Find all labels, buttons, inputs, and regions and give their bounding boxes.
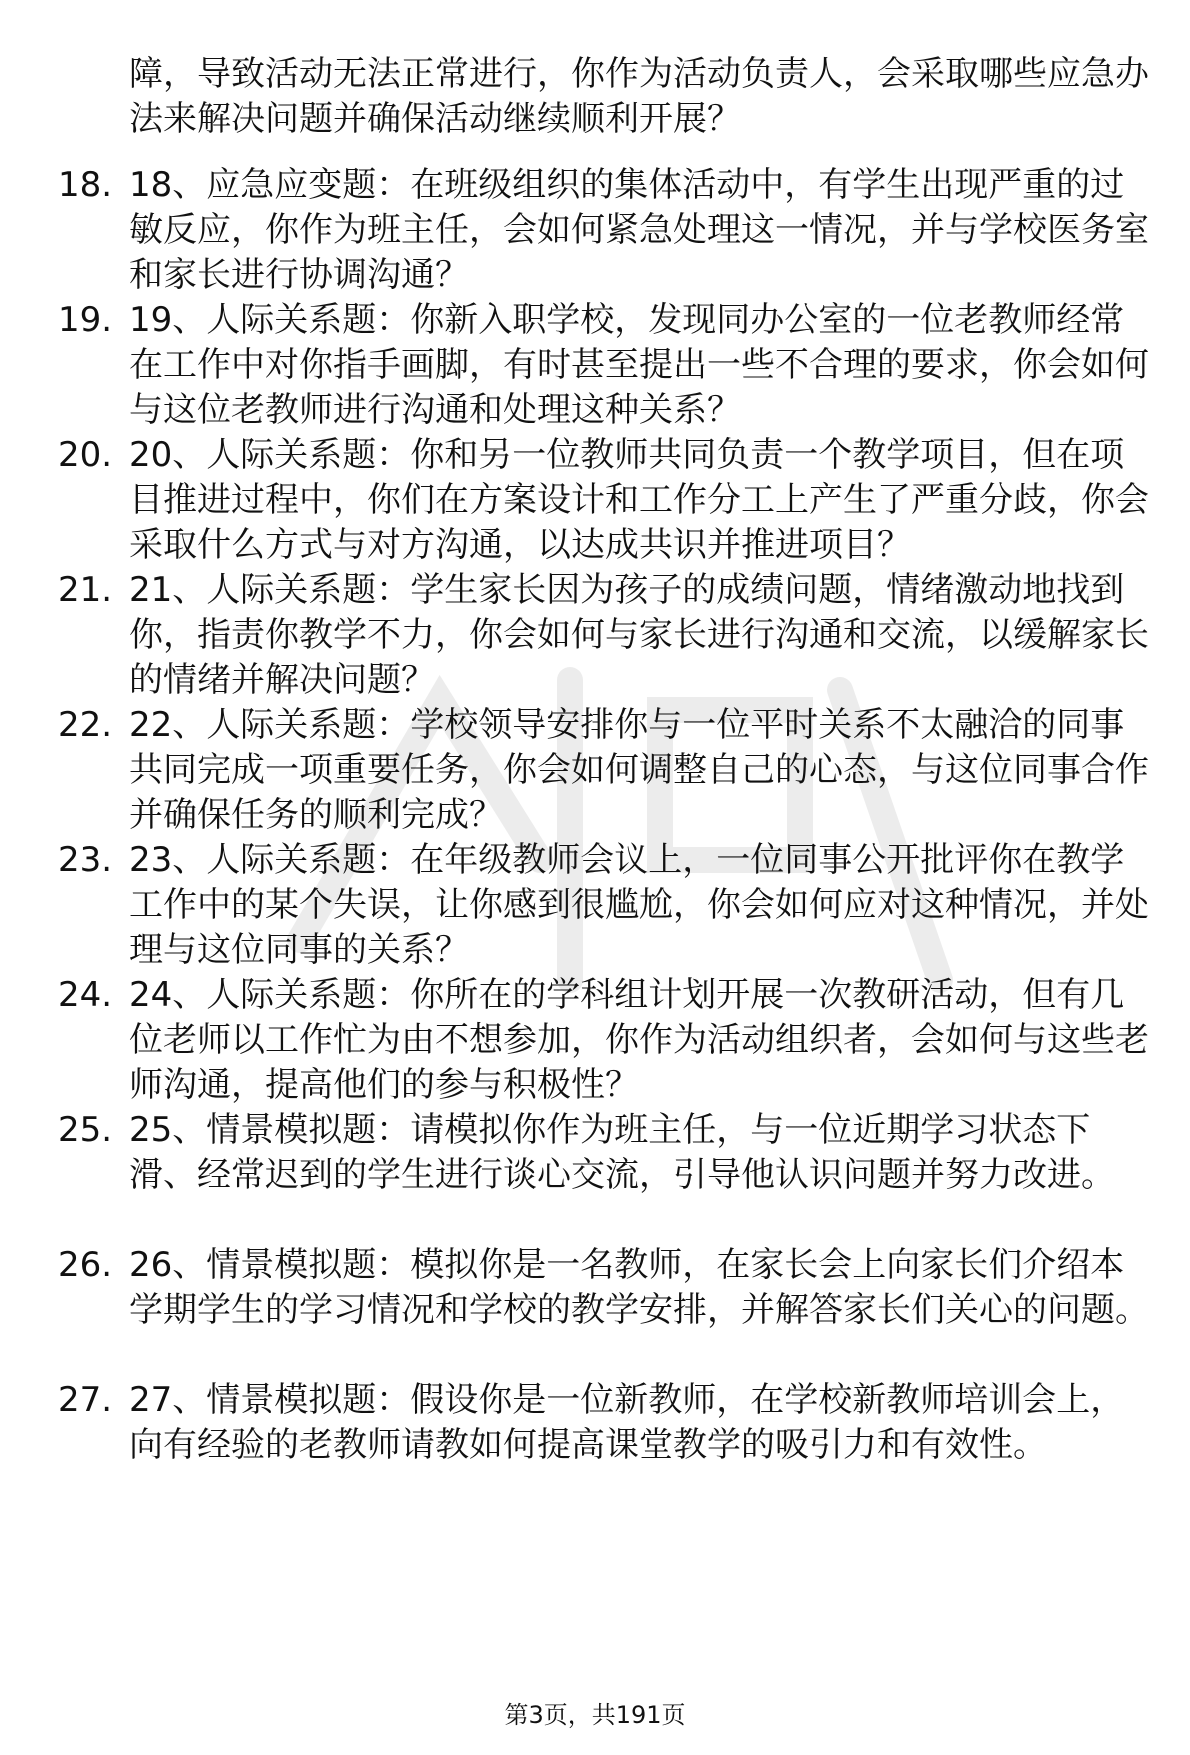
question-number: 27. [58, 1380, 113, 1420]
question-text: 24、人际关系题：你所在的学科组计划开展一次教研活动，但有几位老师以工作忙为由不想参加，你作为活动组织者，会如何与这些老师沟通，提高他们的参与积极性？ [129, 975, 1149, 1105]
question-text: 26、情景模拟题：模拟你是一名教师，在家长会上向家长们介绍本学期学生的学习情况和学校的教学安排，并解答家长们关心的问题。 [129, 1245, 1149, 1330]
question-number: 26. [58, 1245, 113, 1285]
question-number: 25. [58, 1110, 113, 1150]
question-text: 18、应急应变题：在班级组织的集体活动中，有学生出现严重的过敏反应，你作为班主任，会如何紧急处理这一情况，并与学校医务室和家长进行协调沟通？ [129, 165, 1149, 295]
question-text: 19、人际关系题：你新入职学校，发现同办公室的一位老教师经常在工作中对你指手画脚，有时甚至提出一些不合理的要求，你会如何与这位老教师进行沟通和处理这种关系？ [129, 300, 1149, 430]
question-text: 27、情景模拟题：假设你是一位新教师，在学校新教师培训会上，向有经验的老教师请教如何提高课堂教学的吸引力和有效性。 [129, 1380, 1125, 1465]
question-number: 23. [58, 840, 113, 880]
continuation-text: 障，导致活动无法正常进行，你作为活动负责人，会采取哪些应急办法来解决问题并确保活动继续顺利开展？ [129, 54, 1149, 139]
question-text: 23、人际关系题：在年级教师会议上，一位同事公开批评你在教学工作中的某个失误，让你感到很尴尬，你会如何应对这种情况，并处理与这位同事的关系？ [129, 840, 1149, 970]
question-text: 21、人际关系题：学生家长因为孩子的成绩问题，情绪激动地找到你，指责你教学不力，你会如何与家长进行沟通和交流，以缓解家长的情绪并解决问题？ [129, 570, 1149, 700]
question-text: 25、情景模拟题：请模拟你作为班主任，与一位近期学习状态下滑、经常迟到的学生进行谈心交流，引导他认识问题并努力改进。 [129, 1110, 1115, 1195]
page-footer: 第3页，共191页 [504, 1701, 686, 1729]
question-number: 21. [58, 570, 113, 610]
question-text: 20、人际关系题：你和另一位教师共同负责一个教学项目，但在项目推进过程中，你们在方案设计和工作分工上产生了严重分歧，你会采取什么方式与对方沟通，以达成共识并推进项目？ [129, 435, 1149, 565]
question-number: 24. [58, 975, 113, 1015]
question-number: 20. [58, 435, 113, 475]
question-number: 19. [58, 300, 113, 340]
question-number: 22. [58, 705, 113, 745]
question-number: 18. [58, 165, 113, 205]
question-text: 22、人际关系题：学校领导安排你与一位平时关系不太融洽的同事共同完成一项重要任务，你会如何调整自己的心态，与这位同事合作并确保任务的顺利完成？ [129, 705, 1149, 835]
